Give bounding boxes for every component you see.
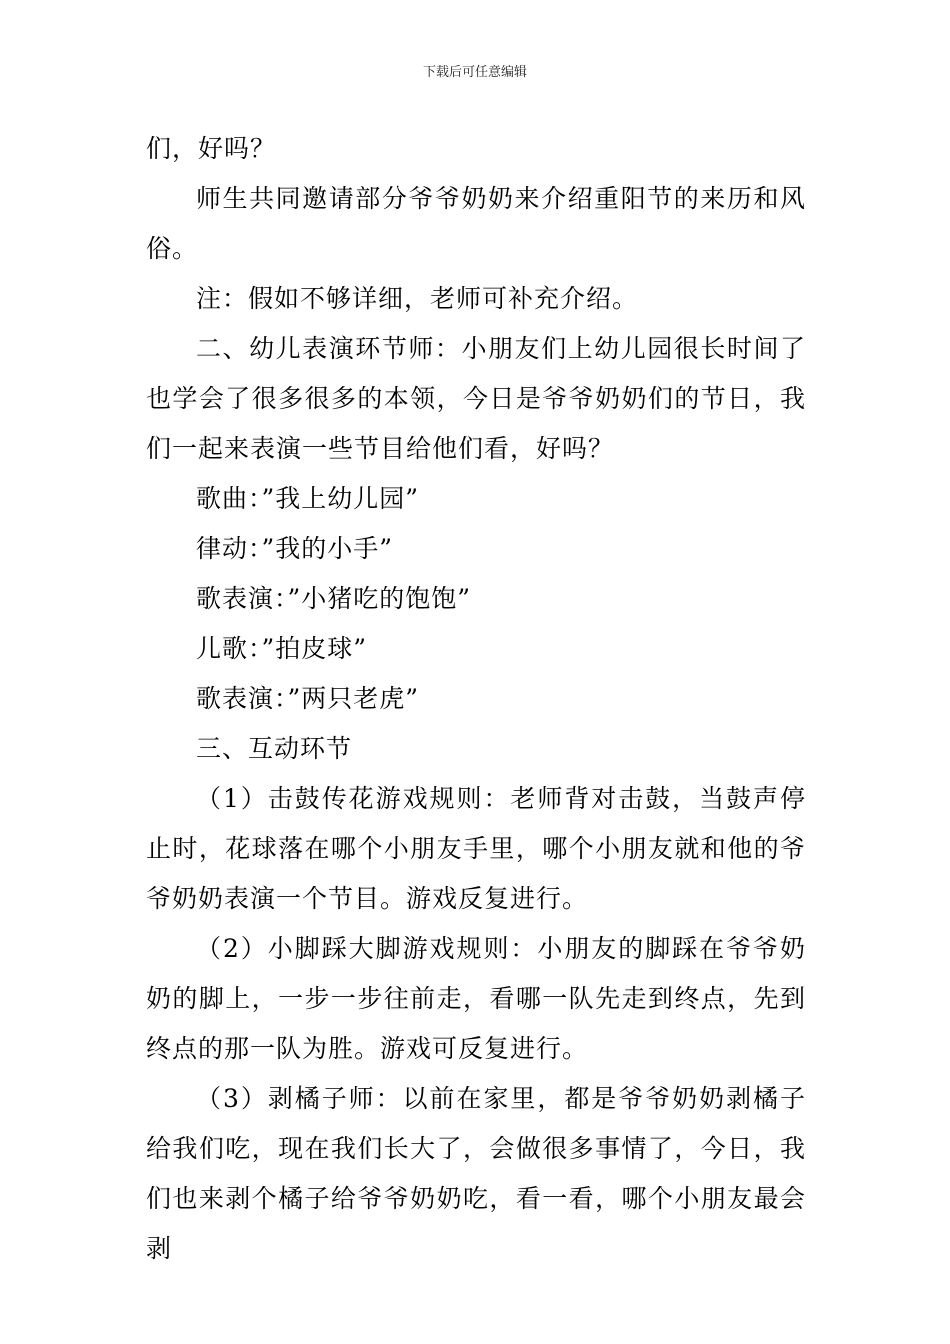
paragraph-8: 儿歌：”拍皮球” [196, 634, 368, 663]
paragraph-11: （1）击鼓传花游戏规则：老师背对击鼓，当鼓声停止时，花球落在哪个小朋友手里，哪个小朋友就和他的爷爷奶奶表演一个节目。游戏反复进行。 [146, 784, 806, 913]
paragraph-1: 们，好吗？ [146, 134, 277, 163]
paragraph-3: 注：假如不够详细，老师可补充介绍。 [196, 284, 639, 313]
paragraph-6: 律动：”我的小手” [196, 534, 394, 563]
paragraph-13: （3）剥橘子师：以前在家里，都是爷爷奶奶剥橘子给我们吃，现在我们长大了，会做很多事情了，今日，我们也来剥个橘子给爷爷奶奶吃，看一看，哪个小朋友最会剥 [146, 1084, 806, 1263]
paragraph-10: 三、互动环节 [196, 734, 353, 763]
paragraph-12: （2）小脚踩大脚游戏规则：小朋友的脚踩在爷爷奶奶的脚上，一步一步往前走，看哪一队先走到终点，先到终点的那一队为胜。游戏可反复进行。 [146, 934, 806, 1063]
paragraph-9: 歌表演：”两只老虎” [196, 684, 420, 713]
paragraph-4: 二、幼儿表演环节师：小朋友们上幼儿园很长时间了也学会了很多很多的本领，今日是爷爷奶奶们的节日，我们一起来表演一些节目给他们看，好吗？ [146, 334, 806, 463]
paragraph-7: 歌表演：”小猪吃的饱饱” [196, 584, 472, 613]
paragraph-2: 师生共同邀请部分爷爷奶奶来介绍重阳节的来历和风俗。 [146, 184, 806, 263]
page-header: 下载后可任意编辑 [422, 65, 527, 80]
paragraph-5: 歌曲：”我上幼儿园” [196, 484, 420, 513]
document-body [146, 124, 806, 1274]
